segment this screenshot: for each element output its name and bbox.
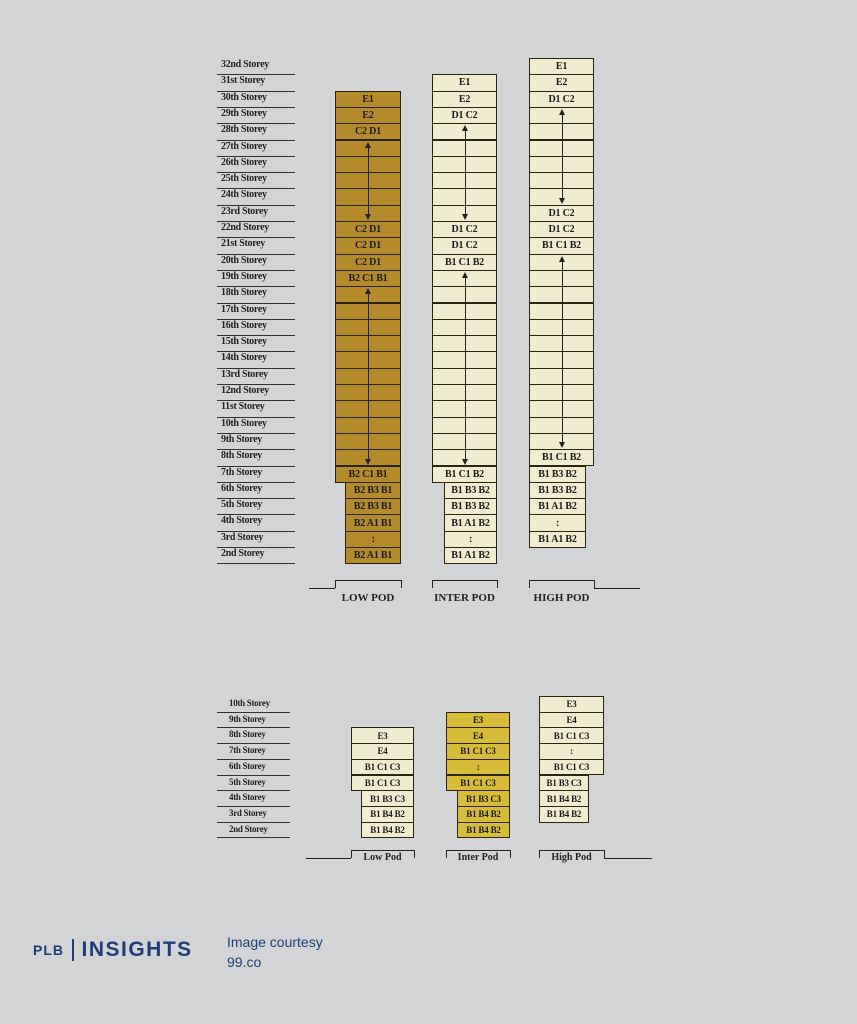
unit-label: B1 A1 B2 xyxy=(451,517,490,529)
unit-label: E1 xyxy=(555,61,568,73)
floor-label-14th-storey: 14th Storey xyxy=(221,352,267,364)
floor-label-6th-storey: 6th Storey xyxy=(221,482,262,494)
unit-label: ↕ xyxy=(370,533,376,545)
pod-cell xyxy=(529,58,594,75)
ground-left xyxy=(306,858,351,859)
pod-cell xyxy=(529,498,586,515)
pod-cell xyxy=(335,91,401,108)
floor-line xyxy=(217,563,295,564)
floor-label-30th-storey: 30th Storey xyxy=(221,91,267,103)
lift-arrow-low-pod-0-line xyxy=(368,144,369,219)
unit-label: E2 xyxy=(362,110,374,122)
floor-label-16th-storey: 16th Storey xyxy=(221,319,267,331)
unit-label: B1 B3 B2 xyxy=(451,484,490,496)
floor-line xyxy=(217,775,290,776)
ground-tick xyxy=(497,580,498,588)
unit-label: B1 B4 B2 xyxy=(370,809,405,820)
floor-label-9th-storey: 9th Storey xyxy=(229,713,266,724)
floor-label-8th-storey: 8th Storey xyxy=(221,450,262,462)
unit-label: B2 C1 B1 xyxy=(348,468,388,480)
ground-tick xyxy=(335,580,336,588)
unit-label: B1 B3 C3 xyxy=(370,793,405,804)
unit-label: B1 C1 C3 xyxy=(553,730,590,741)
floor-label-28th-storey: 28th Storey xyxy=(221,124,267,136)
pod-label-low-pod: Low Pod xyxy=(363,852,402,863)
lift-arrow-low-pod-1-line xyxy=(368,290,369,462)
unit-label: B1 C1 C3 xyxy=(553,762,590,773)
floor-label-3rd-storey: 3rd Storey xyxy=(229,807,267,818)
unit-label: E3 xyxy=(566,699,577,710)
unit-label: ↕ xyxy=(475,762,481,773)
unit-label: B2 B3 B1 xyxy=(353,501,393,513)
ground-tick xyxy=(604,850,605,858)
floor-label-13rd-storey: 13rd Storey xyxy=(221,368,268,380)
ground-right xyxy=(594,588,640,589)
ground-top xyxy=(351,850,414,851)
pod-cell xyxy=(444,498,497,515)
unit-label: B1 C1 C3 xyxy=(460,746,496,757)
lift-arrow-inter-pod-1-line xyxy=(465,274,466,463)
floor-label-25th-storey: 25th Storey xyxy=(221,173,267,185)
lift-arrow-low-pod-1-down-head xyxy=(365,459,371,465)
floor-label-21st-storey: 21st Storey xyxy=(221,238,266,250)
pod-cell xyxy=(539,696,604,713)
unit-label: E2 xyxy=(458,93,471,105)
pod-cell xyxy=(539,806,589,823)
pod-cell xyxy=(529,482,586,499)
pod-cell xyxy=(432,466,497,483)
pod-cell xyxy=(351,775,414,792)
unit-label: E3 xyxy=(472,715,484,726)
unit-label: E1 xyxy=(458,77,471,89)
floor-line xyxy=(217,712,290,713)
floor-label-32nd-storey: 32nd Storey xyxy=(221,59,269,70)
image-credit xyxy=(227,932,323,972)
lift-arrow-inter-pod-0-down-head xyxy=(462,214,468,220)
logo-insights: INSIGHTS xyxy=(81,938,193,961)
pod-cell xyxy=(335,254,401,271)
pod-cell xyxy=(457,806,510,823)
lift-arrow-inter-pod-0-line xyxy=(465,127,466,218)
unit-label: B2 A1 B1 xyxy=(353,517,393,529)
pod-cell xyxy=(444,531,497,548)
unit-label: B1 B3 C3 xyxy=(466,793,501,804)
unit-label: B1 B3 B2 xyxy=(451,501,490,513)
floor-label-29th-storey: 29th Storey xyxy=(221,107,267,119)
floor-label-10th-storey: 10th Storey xyxy=(221,417,267,429)
pod-cell xyxy=(529,205,594,222)
ground-left xyxy=(309,588,335,589)
floor-line xyxy=(217,806,290,807)
pod-cell xyxy=(432,107,497,124)
pod-cell xyxy=(539,790,589,807)
floor-label-2nd-storey: 2nd Storey xyxy=(229,823,268,834)
ground-tick xyxy=(594,580,595,588)
floor-line xyxy=(217,759,290,760)
unit-label: B1 B3 B2 xyxy=(538,468,577,480)
floor-label-7th-storey: 7th Storey xyxy=(229,745,266,756)
floor-line xyxy=(217,743,290,744)
unit-label: D1 C2 xyxy=(451,224,478,236)
lift-arrow-inter-pod-0-up-head xyxy=(462,125,468,131)
unit-label: B1 C1 C3 xyxy=(364,762,401,773)
lift-arrow-inter-pod-1-up-head xyxy=(462,272,468,278)
pod-cell xyxy=(529,514,586,531)
pod-cell xyxy=(345,514,401,531)
unit-label: B1 C1 C3 xyxy=(460,777,496,788)
lift-arrow-high-pod-1-down-head xyxy=(559,442,565,448)
pod-cell xyxy=(351,759,414,776)
pod-cell xyxy=(446,712,510,729)
pod-cell xyxy=(444,547,497,564)
pod-cell xyxy=(345,547,401,564)
logo-divider xyxy=(72,939,74,961)
unit-label: B1 B4 B2 xyxy=(466,824,501,835)
ground-tick xyxy=(401,580,402,588)
floor-label-12nd-storey: 12nd Storey xyxy=(221,385,269,396)
pod-cell xyxy=(529,449,594,466)
unit-label: B1 A1 B2 xyxy=(451,550,490,562)
unit-label: B1 A1 B2 xyxy=(538,501,577,513)
pod-label-high-pod: HIGH POD xyxy=(533,592,590,604)
ground-tick xyxy=(414,850,415,858)
pod-cell xyxy=(446,759,510,776)
unit-label: C2 D1 xyxy=(355,126,381,138)
lift-arrow-low-pod-1-up-head xyxy=(365,288,371,294)
pod-cell xyxy=(345,498,401,515)
pod-cell xyxy=(335,466,401,483)
pod-cell xyxy=(345,482,401,499)
pod-cell xyxy=(351,743,414,760)
unit-label: D1 C2 xyxy=(548,93,575,105)
unit-label: B1 B4 B2 xyxy=(546,809,582,820)
lift-arrow-low-pod-0-down-head xyxy=(365,214,371,220)
pod-cell xyxy=(539,759,604,776)
floor-line xyxy=(217,822,290,823)
unit-label: B2 C1 B1 xyxy=(348,273,388,285)
pod-cell xyxy=(444,514,497,531)
unit-label: B1 C1 B2 xyxy=(542,240,581,252)
ground-tick xyxy=(432,580,433,588)
unit-label: B1 B4 B2 xyxy=(466,809,501,820)
ground-tick xyxy=(529,580,530,588)
unit-label: C2 D1 xyxy=(355,224,381,236)
pod-cell xyxy=(446,743,510,760)
pod-cell xyxy=(539,712,604,729)
pod-cell xyxy=(446,775,510,792)
pod-cell xyxy=(457,822,510,839)
floor-label-17th-storey: 17th Storey xyxy=(221,303,267,315)
pod-cell xyxy=(351,727,414,744)
pod-cell xyxy=(432,91,497,108)
floor-label-2nd-storey: 2nd Storey xyxy=(221,548,265,559)
unit-label: B1 C1 B2 xyxy=(542,452,581,464)
floor-label-19th-storey: 19th Storey xyxy=(221,270,267,282)
floor-label-20th-storey: 20th Storey xyxy=(221,254,267,266)
pod-cell xyxy=(335,237,401,254)
floor-label-6th-storey: 6th Storey xyxy=(229,760,266,771)
pod-cell xyxy=(335,221,401,238)
pod-cell xyxy=(432,74,497,91)
ground-top xyxy=(432,580,497,581)
floor-label-7th-storey: 7th Storey xyxy=(221,466,262,478)
pod-cell xyxy=(446,727,510,744)
pod-cell xyxy=(529,531,586,548)
unit-label: B2 A1 B1 xyxy=(353,550,393,562)
floor-label-23rd-storey: 23rd Storey xyxy=(221,205,268,217)
credit-line-1: Image courtesy xyxy=(227,934,323,950)
pod-cell xyxy=(432,221,497,238)
floor-label-18th-storey: 18th Storey xyxy=(221,287,267,299)
unit-label: C2 D1 xyxy=(355,256,381,268)
floor-label-9th-storey: 9th Storey xyxy=(221,433,262,445)
floor-line xyxy=(217,837,290,838)
pod-cell xyxy=(432,254,497,271)
unit-label: D1 C2 xyxy=(548,224,575,236)
unit-label: ↕ xyxy=(468,533,473,545)
lift-arrow-high-pod-1-line xyxy=(562,258,563,447)
floor-label-5th-storey: 5th Storey xyxy=(221,499,262,511)
floor-label-4th-storey: 4th Storey xyxy=(229,792,266,803)
unit-label: ↕ xyxy=(555,517,560,529)
pod-cell xyxy=(539,727,604,744)
pod-cell xyxy=(361,822,414,839)
pod-label-high-pod: High Pod xyxy=(551,852,592,863)
unit-label: E1 xyxy=(362,93,374,105)
unit-label: B1 C1 C3 xyxy=(364,777,401,788)
pod-label-inter-pod: INTER POD xyxy=(434,592,495,604)
ground-right xyxy=(604,858,652,859)
pod-cell xyxy=(529,91,594,108)
floor-line xyxy=(217,727,290,728)
floor-label-31st-storey: 31st Storey xyxy=(221,75,266,87)
unit-label: E3 xyxy=(377,730,388,741)
pod-cell xyxy=(539,743,604,760)
lift-arrow-low-pod-0-up-head xyxy=(365,142,371,148)
floor-label-26th-storey: 26th Storey xyxy=(221,156,267,168)
unit-label: E2 xyxy=(555,77,568,89)
unit-label: D1 C2 xyxy=(451,110,478,122)
unit-label: ↕ xyxy=(569,746,574,757)
pod-cell xyxy=(529,74,594,91)
pod-cell xyxy=(345,531,401,548)
floor-label-4th-storey: 4th Storey xyxy=(221,515,262,527)
ground-top xyxy=(335,580,401,581)
ground-top xyxy=(446,850,510,851)
pod-cell xyxy=(457,790,510,807)
lift-arrow-high-pod-1-up-head xyxy=(559,256,565,262)
unit-label: B1 B3 C3 xyxy=(546,777,582,788)
floor-label-15th-storey: 15th Storey xyxy=(221,336,267,348)
lift-arrow-high-pod-0-line xyxy=(562,111,563,202)
floor-line xyxy=(217,790,290,791)
pod-cell xyxy=(529,466,586,483)
floor-label-10th-storey: 10th Storey xyxy=(229,698,270,708)
unit-label: B1 B4 B2 xyxy=(546,793,582,804)
floor-label-5th-storey: 5th Storey xyxy=(229,776,266,787)
pod-label-inter-pod: Inter Pod xyxy=(457,852,499,863)
floor-label-11st-storey: 11st Storey xyxy=(221,401,265,413)
pod-cell xyxy=(361,790,414,807)
pod-cell xyxy=(361,806,414,823)
ground-top xyxy=(539,850,604,851)
ground-tick xyxy=(510,850,511,858)
pod-cell xyxy=(529,221,594,238)
pod-cell xyxy=(432,237,497,254)
unit-label: B1 B4 B2 xyxy=(370,824,405,835)
plb-insights-logo xyxy=(33,938,193,962)
floor-label-22nd-storey: 22nd Storey xyxy=(221,222,269,233)
unit-label: E4 xyxy=(566,715,577,726)
unit-label: C2 D1 xyxy=(355,240,381,252)
unit-label: B1 C1 B2 xyxy=(445,256,484,268)
unit-label: B1 C1 B2 xyxy=(445,468,484,480)
floor-label-3rd-storey: 3rd Storey xyxy=(221,531,264,543)
floor-label-24th-storey: 24th Storey xyxy=(221,189,267,201)
unit-label: B1 B3 B2 xyxy=(538,484,577,496)
unit-label: B2 B3 B1 xyxy=(353,484,393,496)
unit-label: D1 C2 xyxy=(548,207,575,219)
ground-top xyxy=(529,580,594,581)
unit-label: E4 xyxy=(377,746,388,757)
lift-arrow-high-pod-0-up-head xyxy=(559,109,565,115)
unit-label: B1 A1 B2 xyxy=(538,533,577,545)
floor-label-8th-storey: 8th Storey xyxy=(229,729,266,740)
credit-line-2: 99.co xyxy=(227,954,262,970)
unit-label: D1 C2 xyxy=(451,240,478,252)
pod-label-low-pod: LOW POD xyxy=(341,592,395,604)
floor-label-27th-storey: 27th Storey xyxy=(221,140,267,152)
pod-cell xyxy=(444,482,497,499)
pod-cell xyxy=(539,775,589,792)
pod-cell xyxy=(529,237,594,254)
pod-cell xyxy=(335,270,401,287)
pod-cell xyxy=(335,107,401,124)
lift-arrow-high-pod-0-down-head xyxy=(559,198,565,204)
logo-plb: PLB xyxy=(33,942,64,958)
unit-label: E4 xyxy=(472,730,484,741)
pod-cell xyxy=(335,123,401,140)
lift-arrow-inter-pod-1-down-head xyxy=(462,459,468,465)
